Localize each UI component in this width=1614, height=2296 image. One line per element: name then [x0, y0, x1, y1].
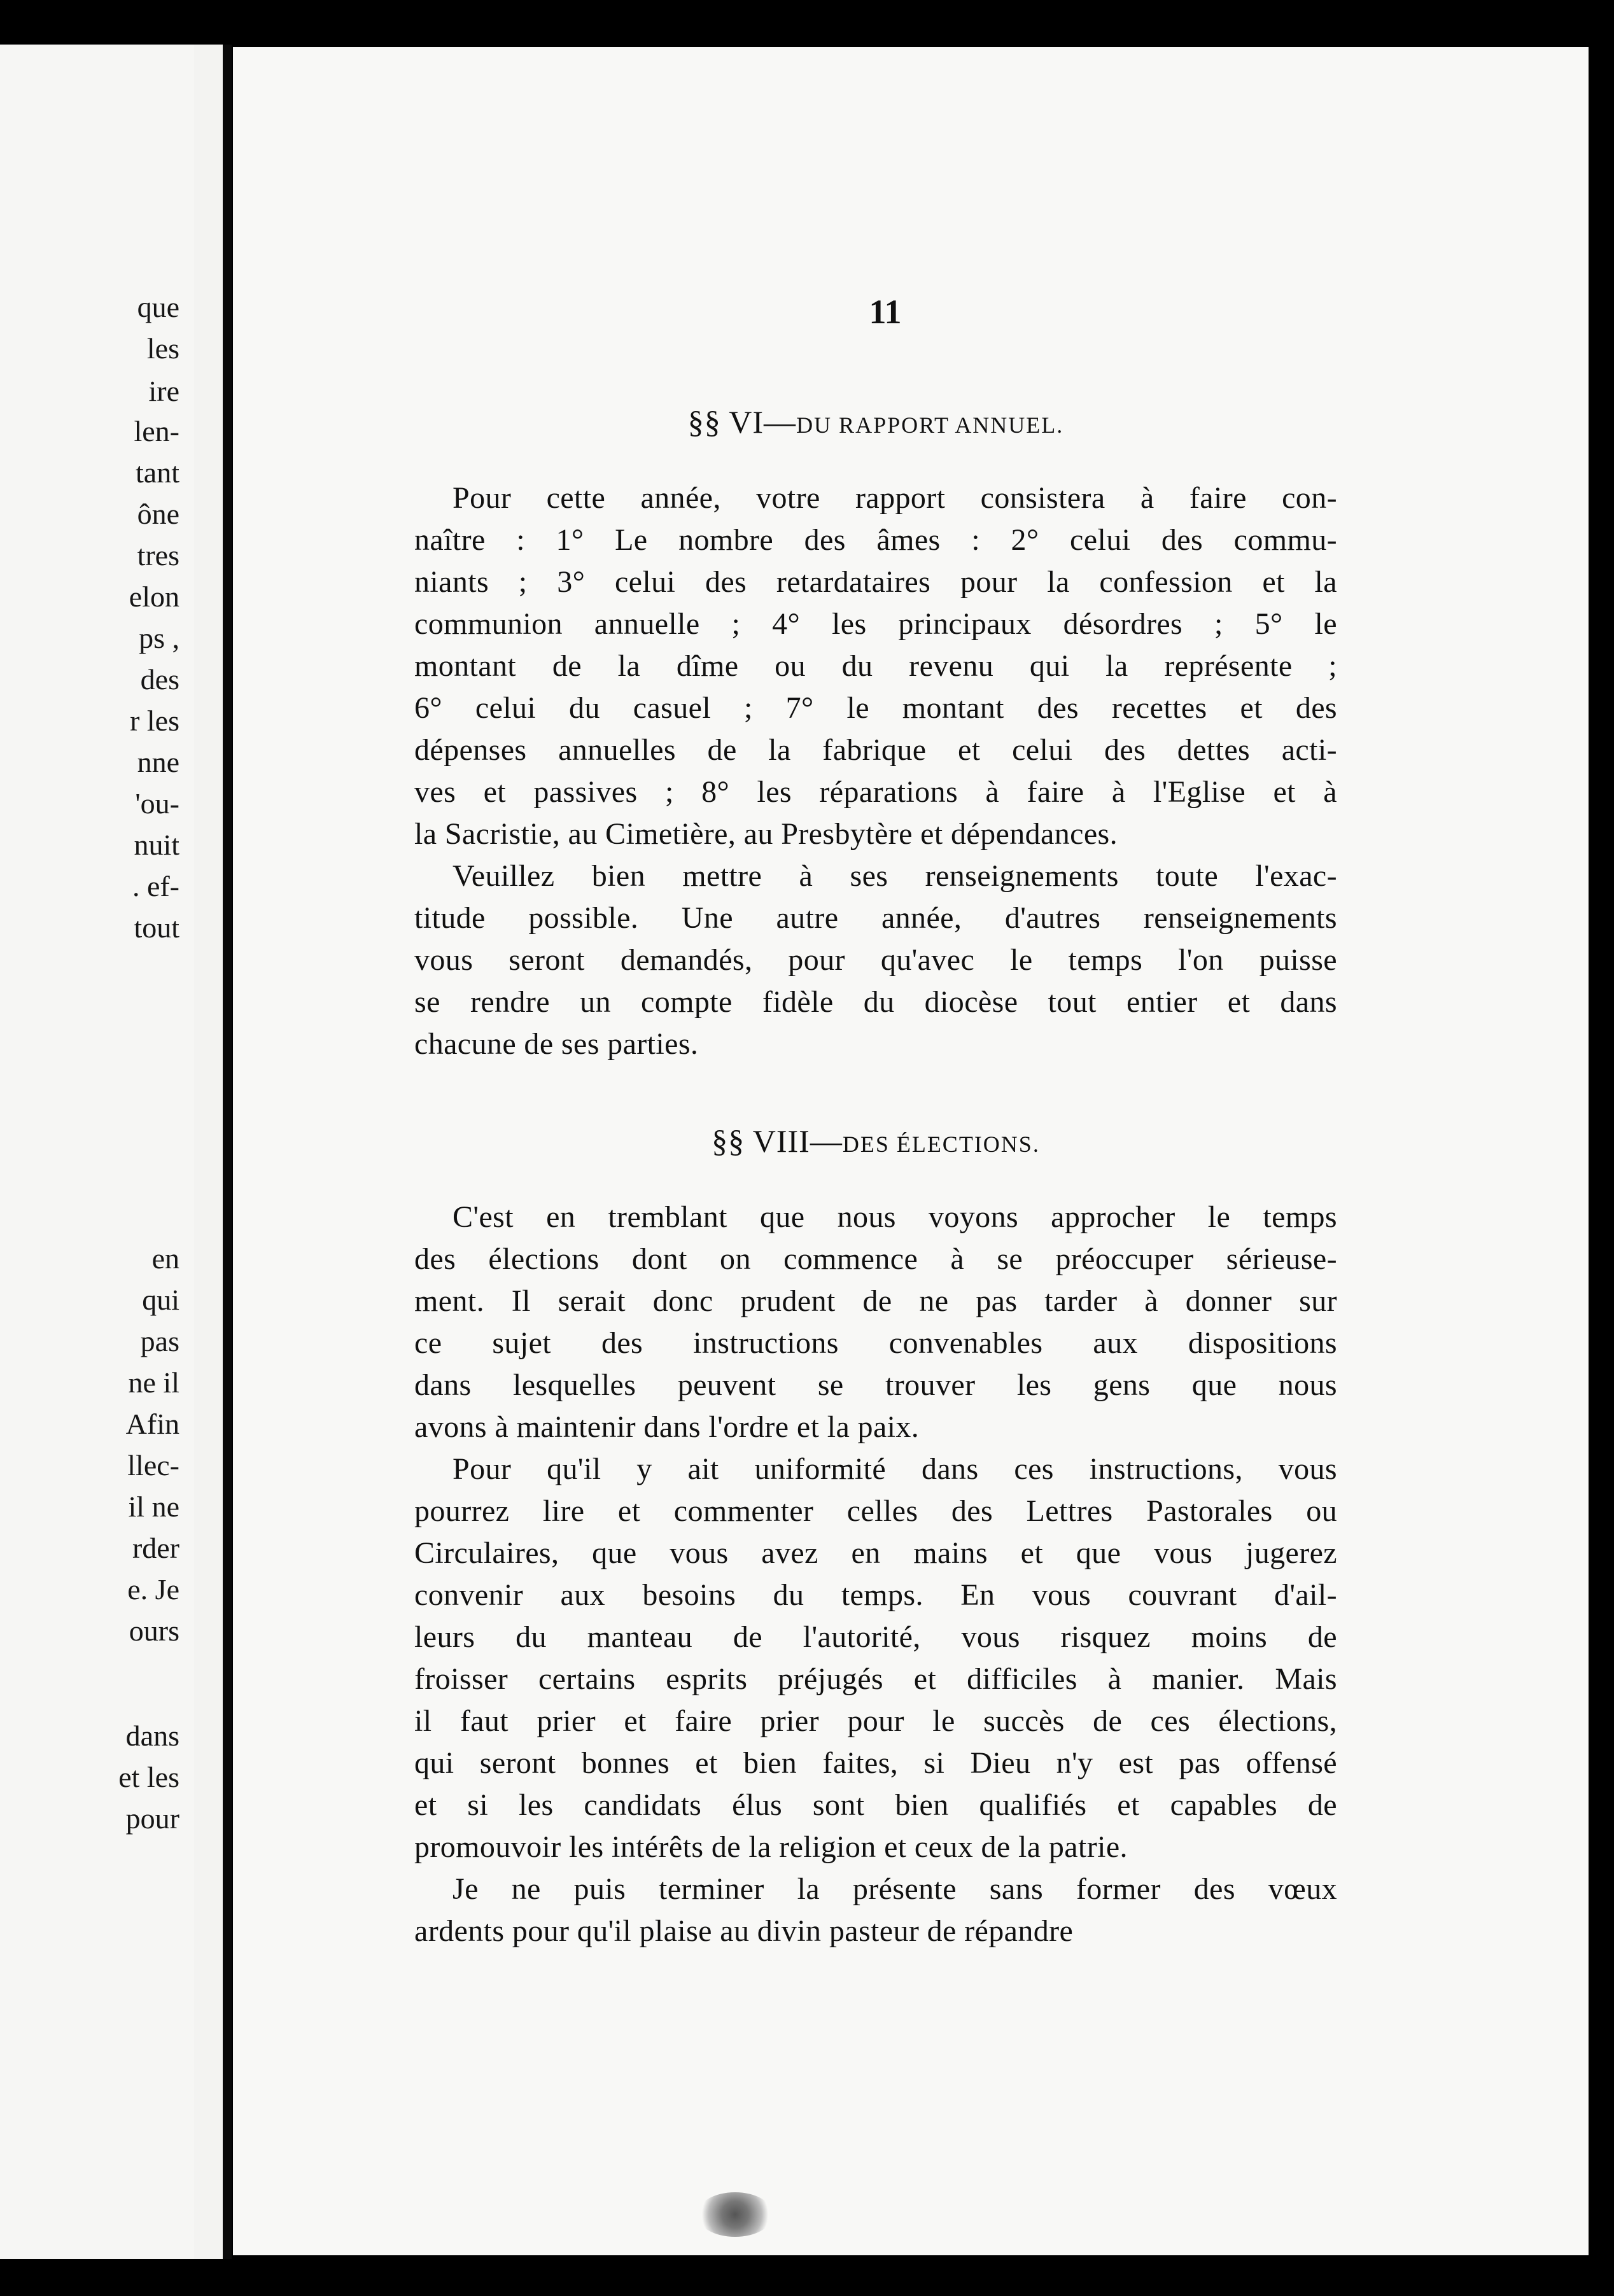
section-vi-heading-title: DU RAPPORT ANNUEL. [796, 412, 1064, 438]
text-line: Veuillez bien mettre à ses renseignements toute l'exac- [453, 859, 1337, 893]
left-page-fragment-line: 'ou- [135, 787, 179, 820]
section-viii-heading [414, 1123, 1337, 1159]
left-page-text-fragments [0, 45, 191, 2259]
text-line: communion annuelle ; 4° les principaux désordres ; 5° le [414, 607, 1337, 641]
text-line: 6° celui du casuel ; 7° le montant des recettes et des [414, 691, 1337, 725]
left-page-fragment-line: tout [134, 911, 179, 944]
text-line: Circulaires, que vous avez en mains et que vous jugerez [414, 1536, 1337, 1570]
left-page-fragment-line: nuit [134, 829, 179, 861]
text-line: dépenses annuelles de la fabrique et celui des dettes acti- [414, 733, 1337, 767]
left-page-fragment-line: dans [125, 1719, 179, 1752]
section-vi-heading [414, 403, 1337, 440]
right-page [233, 47, 1589, 2255]
section-viii-body [414, 1196, 1337, 1952]
left-page-fragment-line: pour [125, 1802, 179, 1835]
text-line: et si les candidats élus sont bien qualifiés et capables de [414, 1788, 1337, 1822]
section-vi-heading-prefix: §§ VI— [687, 404, 797, 440]
left-page-fragment-line: Afin [125, 1408, 179, 1440]
text-line: Pour cette année, votre rapport consistera à faire con- [453, 481, 1337, 515]
left-page-fragment-line: . ef- [132, 870, 179, 902]
left-page-fragment-line: len- [134, 415, 179, 447]
text-line: avons à maintenir dans l'ordre et la paix. [414, 1410, 920, 1444]
text-line: chacune de ses parties. [414, 1027, 699, 1061]
left-page-fragment-line: il ne [128, 1490, 179, 1523]
text-line: promouvoir les intérêts de la religion et ceux de la patrie. [414, 1830, 1128, 1864]
left-page-fragment-line: ire [148, 375, 179, 407]
left-page-fragment-line: rder [132, 1532, 179, 1564]
left-page-fragment-line: tant [136, 456, 179, 489]
library-stamp-mark [697, 2192, 773, 2237]
left-page-fragment-line: llec- [127, 1449, 179, 1481]
text-line: des élections dont on commence à se préoccuper sérieuse- [414, 1242, 1337, 1276]
left-page-fragment-line: et les [118, 1761, 179, 1793]
left-page-fragment-line: e. Je [127, 1573, 179, 1606]
section-vi-body [414, 477, 1337, 1065]
left-page-fragment [0, 45, 194, 2259]
text-line: naître : 1° Le nombre des âmes : 2° celui des commu- [414, 523, 1337, 557]
section-viii-heading-title: DES ÉLECTIONS. [842, 1131, 1040, 1157]
section-viii [414, 1123, 1337, 1952]
left-page-fragment-line: des [140, 663, 179, 696]
left-page-fragment-line: nne [137, 746, 179, 778]
text-line: Pour qu'il y ait uniformité dans ces instructions, vous [453, 1452, 1337, 1486]
text-line: montant de la dîme ou du revenu qui la représente ; [414, 649, 1337, 683]
text-line: froisser certains esprits préjugés et difficiles à manier. Mais [414, 1662, 1337, 1696]
section-viii-heading-prefix: §§ VIII— [712, 1123, 843, 1159]
text-line: titude possible. Une autre année, d'autres renseignements [414, 901, 1337, 935]
left-page-fragment-line: ps , [139, 622, 179, 654]
text-line: pourrez lire et commenter celles des Lettres Pastorales ou [414, 1494, 1337, 1528]
text-line: ardents pour qu'il plaise au divin pasteur de répandre [414, 1914, 1074, 1948]
page-number: 11 [869, 293, 902, 331]
left-page-fragment-line: r les [130, 704, 179, 737]
left-page-fragment-line: les [146, 332, 179, 365]
text-line: ce sujet des instructions convenables aux dispositions [414, 1326, 1337, 1360]
left-page-fragment-line: ne il [128, 1366, 179, 1399]
left-page-fragment-line: en [151, 1242, 179, 1275]
text-line: ment. Il serait donc prudent de ne pas tarder à donner sur [414, 1284, 1337, 1318]
text-line: vous seront demandés, pour qu'avec le temps l'on puisse [414, 943, 1337, 977]
text-line: niants ; 3° celui des retardataires pour la confession et la [414, 565, 1337, 599]
left-page-fragment-line: elon [129, 580, 179, 613]
text-line: C'est en tremblant que nous voyons approcher le temps [453, 1200, 1337, 1234]
text-line: qui seront bonnes et bien faites, si Dieu n'y est pas offensé [414, 1746, 1337, 1780]
left-page-fragment-line: qui [142, 1284, 179, 1316]
text-line: Je ne puis terminer la présente sans former des vœux [453, 1872, 1337, 1906]
left-page-fragment-line: tres [137, 539, 179, 571]
left-page-fragment-line: ours [129, 1614, 179, 1647]
left-page-fragment-line: que [137, 291, 179, 323]
text-line: se rendre un compte fidèle du diocèse tout entier et dans [414, 985, 1337, 1019]
left-page-fragment-line: ône [137, 498, 179, 530]
text-line: la Sacristie, au Cimetière, au Presbytère et dépendances. [414, 817, 1118, 851]
text-line: ves et passives ; 8° les réparations à faire à l'Eglise et à [414, 775, 1337, 809]
left-page-fragment-line: pas [140, 1325, 179, 1357]
gutter-line [223, 45, 232, 2259]
text-line: il faut prier et faire prier pour le succès de ces élections, [414, 1704, 1337, 1738]
book-spine-gap [194, 45, 223, 2259]
section-vi [414, 403, 1337, 1065]
text-line: leurs du manteau de l'autorité, vous risquez moins de [414, 1620, 1337, 1654]
text-line: convenir aux besoins du temps. En vous couvrant d'ail- [414, 1578, 1337, 1612]
text-line: dans lesquelles peuvent se trouver les gens que nous [414, 1368, 1337, 1402]
